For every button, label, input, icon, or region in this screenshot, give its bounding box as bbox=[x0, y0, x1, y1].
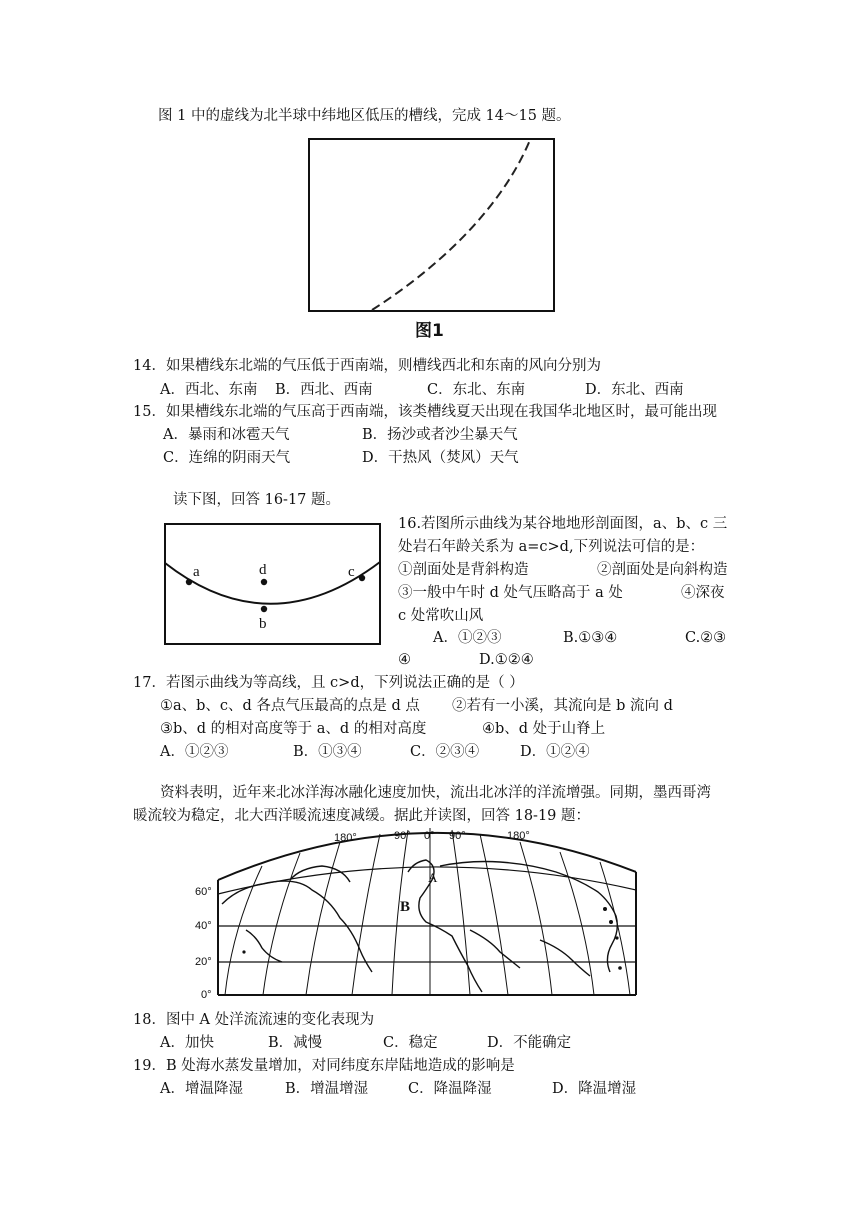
map-point-b: B bbox=[400, 899, 411, 915]
q16-statement-4: ④深夜 bbox=[681, 585, 725, 601]
intro-18-19-line-2: 暖流较为稳定，北大西洋暖流速度减缓。据此并读图，回答 18-19 题： bbox=[133, 808, 591, 824]
q18-option-d[interactable]: D．不能确定 bbox=[487, 1035, 572, 1051]
q19-option-b[interactable]: B．增温增湿 bbox=[285, 1081, 369, 1097]
q15-option-c[interactable]: C．连绵的阴雨天气 bbox=[163, 450, 291, 466]
point-d-label: d bbox=[259, 562, 267, 578]
q19-option-a[interactable]: A．增温降湿 bbox=[160, 1081, 243, 1097]
q17-statement-2: ②若有一小溪，其流向是 b 流向 d bbox=[452, 698, 673, 714]
question-15-stem: 15．如果槽线东北端的气压高于西南端，该类槽线夏天出现在我国华北地区时，最可能出现 bbox=[133, 404, 717, 420]
map-top-label-90e: 90° bbox=[449, 830, 466, 842]
q15-option-a[interactable]: A．暴雨和冰雹天气 bbox=[163, 427, 290, 443]
q16-statement-1: ①剖面处是背斜构造 bbox=[398, 562, 529, 578]
intro-18-19-line-1: 资料表明，近年来北冰洋海冰融化速度加快，流出北冰洋的洋流增强。同期，墨西哥湾 bbox=[160, 785, 711, 801]
q17-statement-3: ③b、d 的相对高度等于 a、d 的相对高度 bbox=[160, 721, 427, 737]
question-16-line-2: 处岩石年龄关系为 a=c>d,下列说法可信的是： bbox=[398, 539, 705, 555]
q16-option-c-cont[interactable]: ④ bbox=[398, 652, 411, 668]
q14-option-b[interactable]: B．西北、西南 bbox=[275, 382, 373, 398]
q18-option-b[interactable]: B．减慢 bbox=[268, 1035, 323, 1051]
map-lat-label-40: 40° bbox=[195, 920, 212, 932]
q16-option-b[interactable]: B.①③④ bbox=[563, 630, 618, 646]
q17-option-c[interactable]: C．②③④ bbox=[410, 744, 480, 760]
map-top-label-180w: 180° bbox=[334, 832, 357, 844]
map-top-label-90w: 90° bbox=[394, 830, 411, 842]
q14-option-c[interactable]: C．东北、东南 bbox=[427, 382, 526, 398]
figure-1-caption: 图1 bbox=[415, 321, 444, 341]
q17-option-b[interactable]: B．①③④ bbox=[293, 744, 362, 760]
map-lat-label-0: 0° bbox=[201, 989, 212, 1001]
q17-statement-1: ①a、b、c、d 各点气压最高的点是 d 点 bbox=[160, 698, 420, 714]
q19-option-c[interactable]: C．降温降湿 bbox=[408, 1081, 492, 1097]
q19-option-d[interactable]: D．降温增湿 bbox=[552, 1081, 637, 1097]
q14-option-d[interactable]: D．东北、西南 bbox=[585, 382, 684, 398]
q17-statement-4: ④b、d 处于山脊上 bbox=[482, 721, 606, 737]
map-top-label-180e: 180° bbox=[507, 830, 530, 842]
point-b-label: b bbox=[259, 616, 267, 632]
q15-option-b[interactable]: B．扬沙或者沙尘暴天气 bbox=[362, 427, 518, 443]
intro-14-15: 图 1 中的虚线为北半球中纬地区低压的槽线，完成 14～15 题。 bbox=[158, 108, 571, 124]
q14-option-a[interactable]: A．西北、东南 bbox=[160, 382, 258, 398]
q16-option-d[interactable]: D.①②④ bbox=[479, 652, 534, 668]
q18-option-c[interactable]: C．稳定 bbox=[383, 1035, 438, 1051]
question-19-stem: 19．B 处海水蒸发量增加，对同纬度东岸陆地造成的影响是 bbox=[133, 1058, 515, 1074]
point-c-label: c bbox=[348, 564, 355, 580]
q17-option-a[interactable]: A．①②③ bbox=[160, 744, 229, 760]
map-lat-label-60: 60° bbox=[195, 886, 212, 898]
map-lat-label-20: 20° bbox=[195, 956, 212, 968]
point-a-label: a bbox=[193, 564, 200, 580]
map-top-label-0: 0° bbox=[424, 830, 435, 842]
intro-16-17: 读下图，回答 16-17 题。 bbox=[173, 492, 341, 508]
map-point-a: A bbox=[428, 870, 438, 885]
q16-statement-3: ③一般中午时 d 处气压略高于 a 处 bbox=[398, 585, 623, 601]
question-16-line-1: 16.若图所示曲线为某谷地地形剖面图，a、b、c 三 bbox=[398, 516, 728, 532]
question-18-stem: 18．图中 A 处洋流流速的变化表现为 bbox=[133, 1012, 375, 1028]
q16-statement-4-cont: c 处常吹山风 bbox=[398, 608, 484, 624]
question-14-stem: 14．如果槽线东北端的气压低于西南端，则槽线西北和东南的风向分别为 bbox=[133, 358, 601, 374]
q17-option-d[interactable]: D．①②④ bbox=[520, 744, 590, 760]
question-17-stem: 17．若图示曲线为等高线，且 c>d，下列说法正确的是（ ） bbox=[133, 675, 524, 691]
q16-option-a[interactable]: A．①②③ bbox=[433, 630, 502, 646]
q16-statement-2: ②剖面处是向斜构造 bbox=[597, 562, 728, 578]
q16-option-c[interactable]: C.②③ bbox=[685, 630, 727, 646]
q18-option-a[interactable]: A．加快 bbox=[160, 1035, 214, 1051]
q15-option-d[interactable]: D．干热风（焚风）天气 bbox=[362, 450, 519, 466]
